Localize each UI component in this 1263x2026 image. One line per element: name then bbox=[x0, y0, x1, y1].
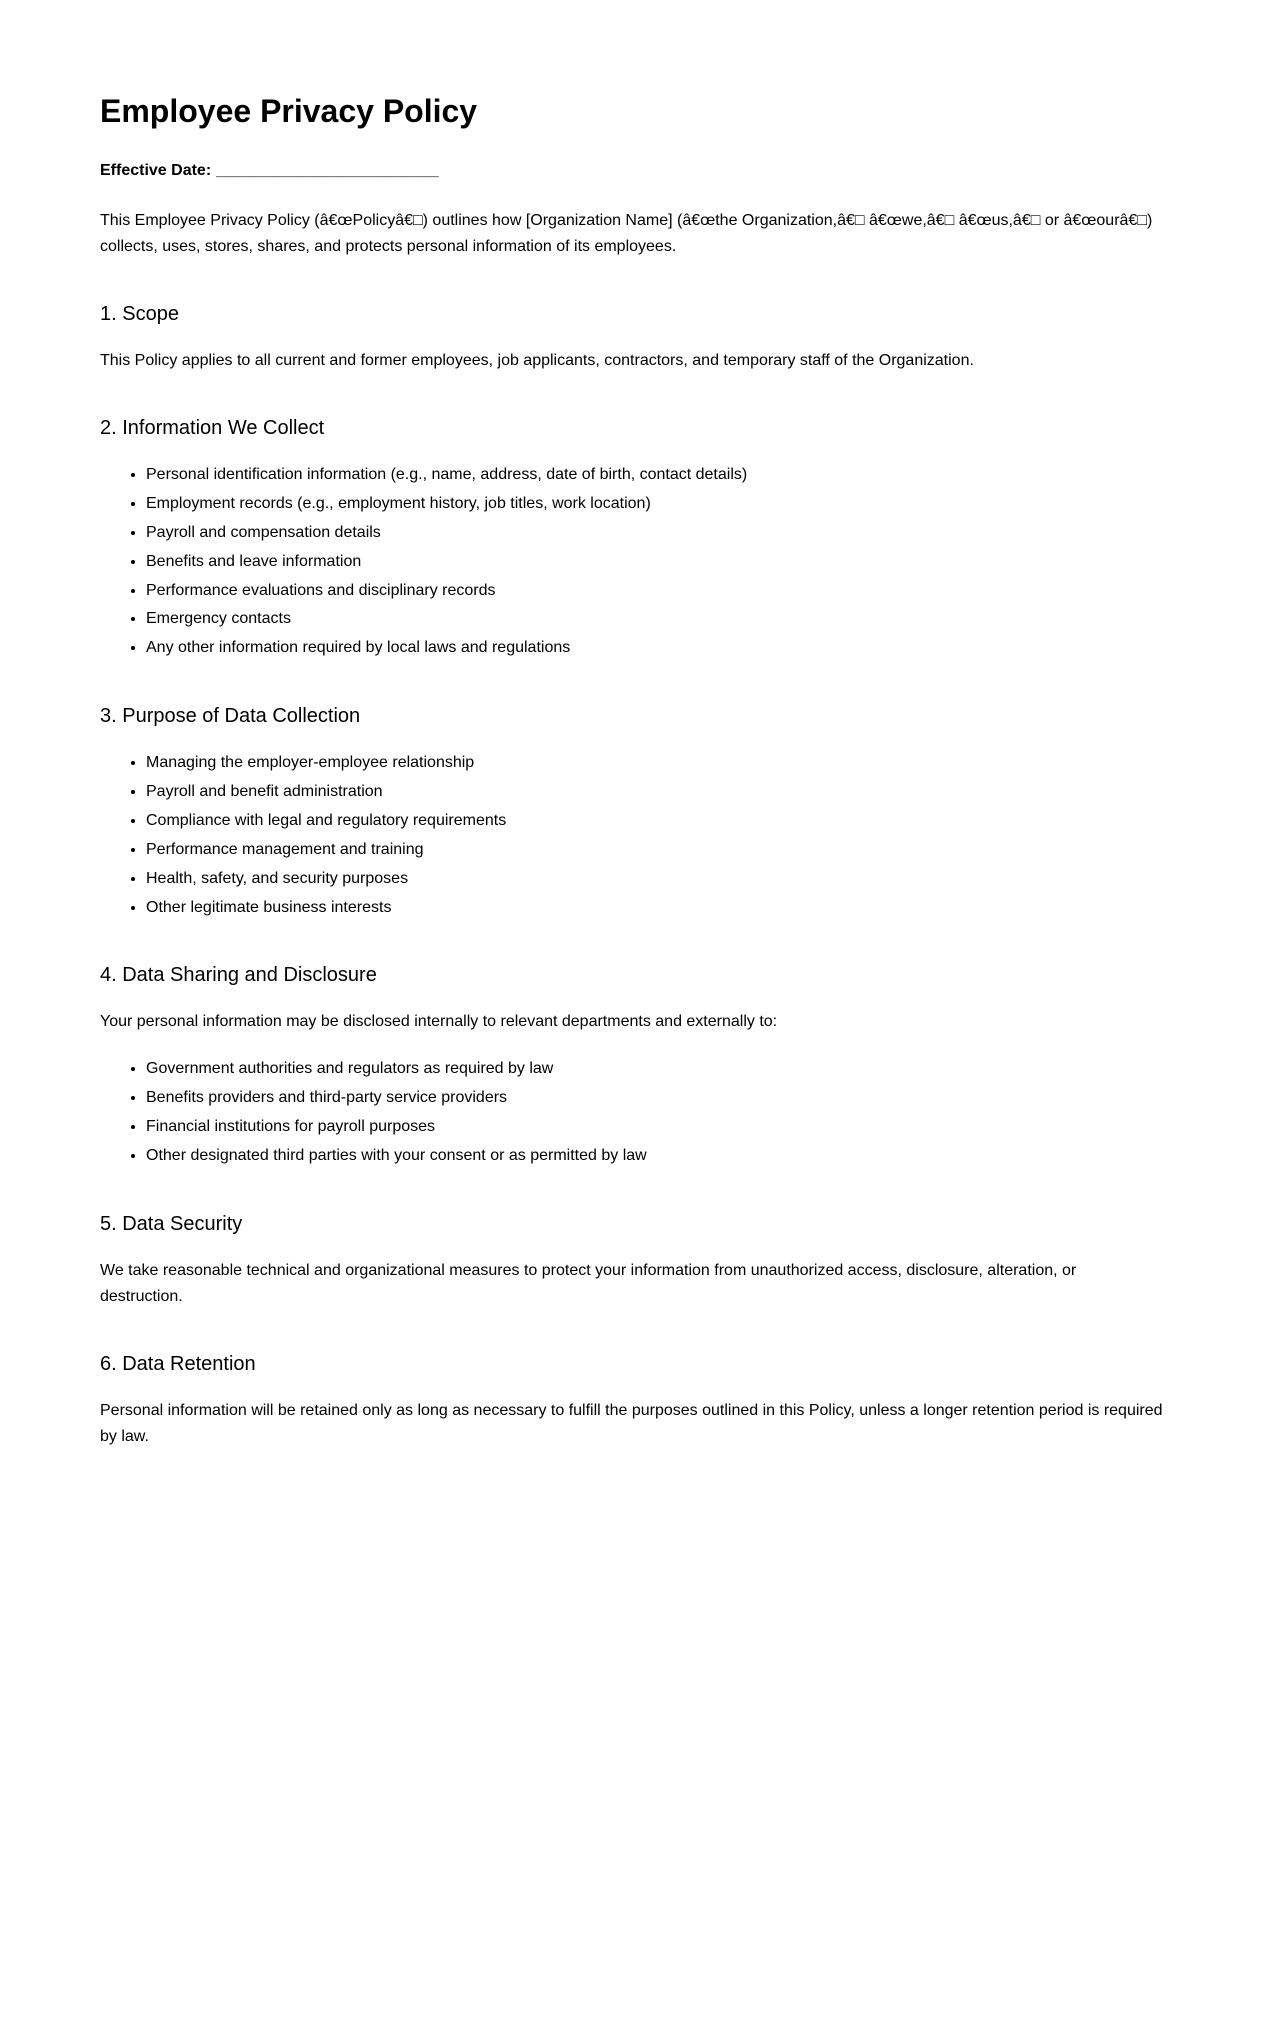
bullet-item: • Performance management and training bbox=[146, 837, 1163, 864]
bullet-list bbox=[100, 750, 1163, 921]
bullet-item: • Personal identification information (e.g., name, address, date of birth, contact details) bbox=[146, 462, 1163, 489]
bullet-item: • Benefits and leave information bbox=[146, 549, 1163, 576]
page-title: Employee Privacy Policy bbox=[100, 93, 478, 129]
effective-date-label: Effective Date: bbox=[100, 162, 212, 180]
bullet-item: • Managing the employer-employee relationship bbox=[146, 750, 1163, 777]
policy-section bbox=[100, 302, 1163, 374]
bullet-item: • Other designated third parties with your consent or as permitted by law bbox=[146, 1143, 1163, 1170]
policy-section bbox=[100, 704, 1163, 921]
bullet-item: • Performance evaluations and disciplinary records bbox=[146, 578, 1163, 605]
bullet-item: • Emergency contacts bbox=[146, 606, 1163, 633]
bullet-list bbox=[100, 462, 1163, 662]
bullet-item: • Any other information required by local laws and regulations bbox=[146, 635, 1163, 662]
section-heading: 3. Purpose of Data Collection bbox=[100, 705, 361, 728]
section-paragraph: Your personal information may be disclosed internally to relevant departments and externally to: bbox=[100, 1013, 778, 1031]
effective-date-line bbox=[100, 158, 1163, 184]
policy-section bbox=[100, 416, 1163, 662]
bullet-item: • Payroll and compensation details bbox=[146, 520, 1163, 547]
section-paragraph: We take reasonable technical and organizational measures to protect your information from unauthorized access, disclosure, alteration, or destruction. bbox=[100, 1261, 1077, 1305]
section-paragraph: This Policy applies to all current and former employees, job applicants, contractors, and temporary staff of the Organization. bbox=[100, 352, 974, 370]
section-heading: 2. Information We Collect bbox=[100, 417, 325, 440]
section-heading: 1. Scope bbox=[100, 303, 179, 326]
section-paragraph: Personal information will be retained only as long as necessary to fulfill the purposes outlined in this Policy, unless a longer retention period is required by law. bbox=[100, 1401, 1163, 1445]
policy-section bbox=[100, 963, 1163, 1169]
bullet-item: • Payroll and benefit administration bbox=[146, 779, 1163, 806]
section-heading: 4. Data Sharing and Disclosure bbox=[100, 964, 377, 987]
bullet-item: • Financial institutions for payroll purposes bbox=[146, 1114, 1163, 1141]
sections-container bbox=[100, 302, 1163, 1449]
section-heading: 6. Data Retention bbox=[100, 1352, 256, 1375]
bullet-item: • Other legitimate business interests bbox=[146, 895, 1163, 922]
bullet-item: • Compliance with legal and regulatory requirements bbox=[146, 808, 1163, 835]
bullet-item: • Government authorities and regulators as required by law bbox=[146, 1056, 1163, 1083]
section-heading: 5. Data Security bbox=[100, 1212, 243, 1235]
bullet-list bbox=[100, 1056, 1163, 1170]
bullet-item: • Employment records (e.g., employment history, job titles, work location) bbox=[146, 491, 1163, 518]
intro-paragraph: This Employee Privacy Policy (â€œPolicyâ€□) outlines how [Organization Name] (â€œthe Organization,â€□ â€œwe,â€□ â€œus,â€□ or â€œourâ€□) collects, uses, stores, shares, and protects personal information of its employees. bbox=[100, 212, 1153, 256]
policy-section bbox=[100, 1352, 1163, 1450]
bullet-item: • Health, safety, and security purposes bbox=[146, 866, 1163, 893]
effective-date-blank: _________________________ bbox=[216, 162, 439, 180]
bullet-item: • Benefits providers and third-party service providers bbox=[146, 1085, 1163, 1112]
policy-section bbox=[100, 1212, 1163, 1310]
